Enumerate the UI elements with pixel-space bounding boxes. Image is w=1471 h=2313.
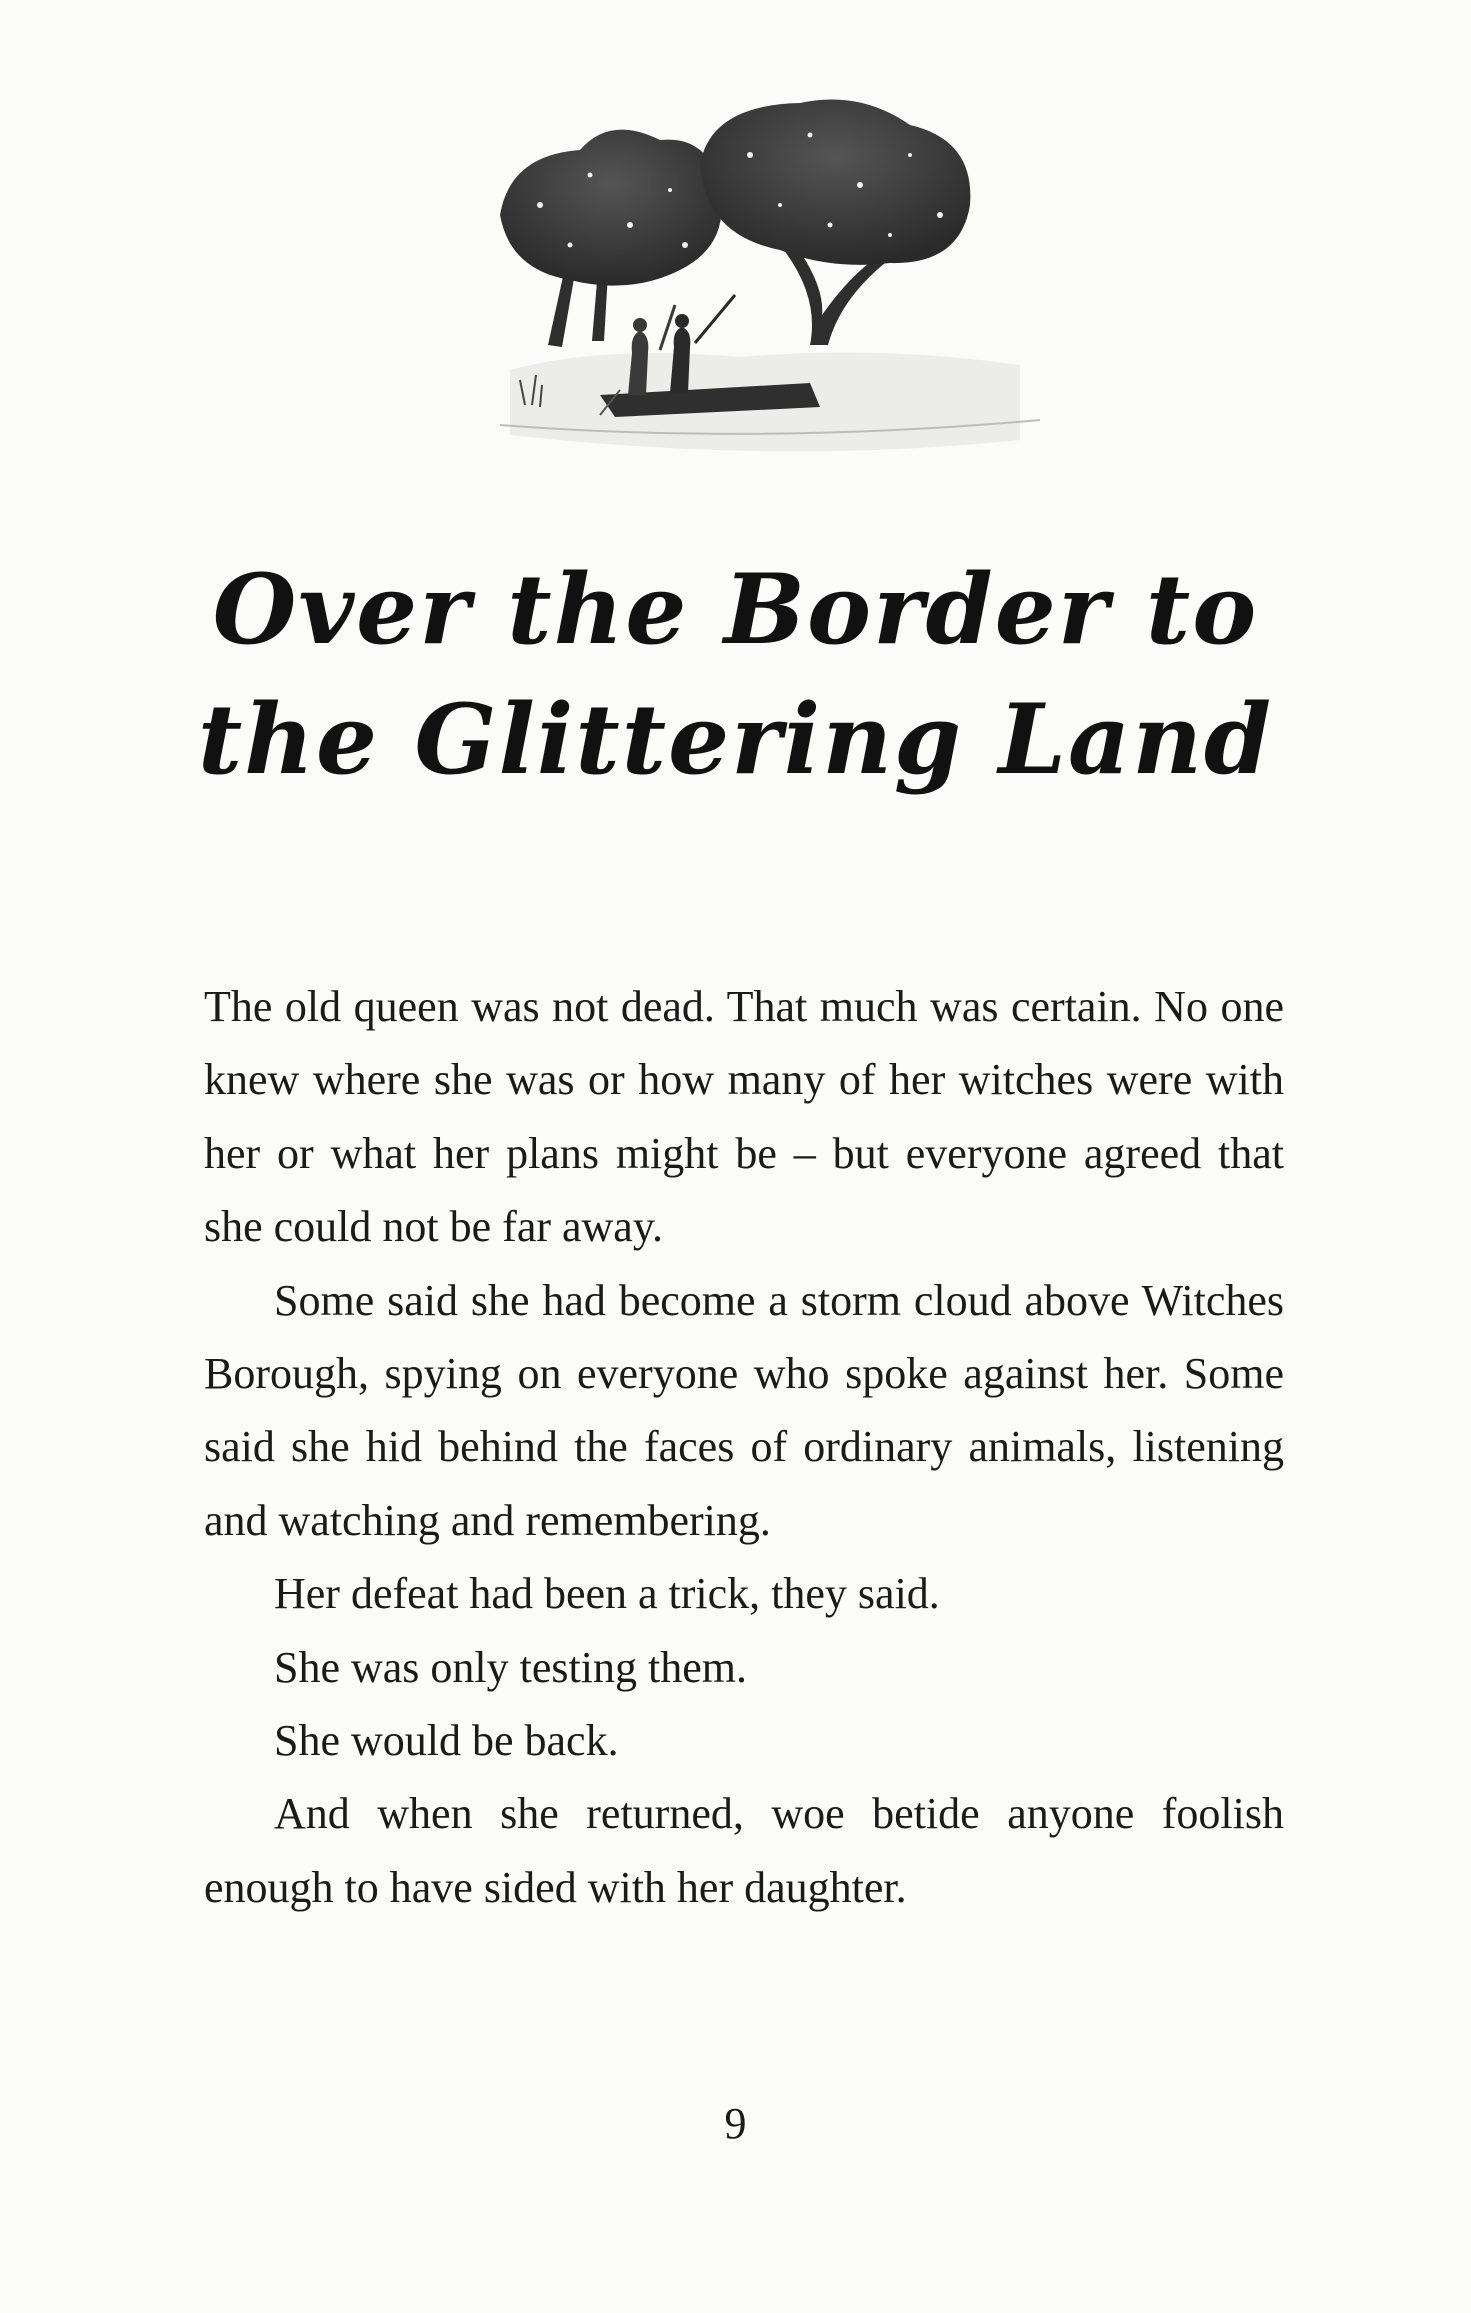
paragraph-3: Her defeat had been a trick, they said. — [274, 1569, 940, 1619]
figure — [628, 331, 648, 395]
paragraph-2: Some said she had become a storm cloud above Witches Borough, spying on everyone who spoke against her. Some said she hid behind the faces of ordinary animals, listening and watching and remembering. — [204, 1275, 1284, 1545]
chapter-illustration — [480, 95, 1040, 475]
chapter-title-line-2: the Glittering Land — [197, 683, 1274, 796]
paragraph-4: She was only testing them. — [274, 1642, 747, 1692]
tree-foliage-left — [500, 130, 722, 286]
paragraph-5: She would be back. — [274, 1716, 619, 1766]
chapter-title — [0, 545, 1471, 805]
body-text — [204, 970, 1284, 1924]
chapter-title-line-1: Over the Border to — [212, 553, 1259, 666]
tree-foliage-right — [700, 99, 970, 264]
paragraph-6: And when she returned, woe betide anyone foolish enough to have sided with her daughter. — [204, 1789, 1284, 1912]
paragraph-1: The old queen was not dead. That much was certain. No one knew where she was or how many of her witches were with her or what her plans might be – but everyone agreed that she could not be far away. — [204, 982, 1284, 1252]
page-number: 9 — [724, 2099, 747, 2148]
